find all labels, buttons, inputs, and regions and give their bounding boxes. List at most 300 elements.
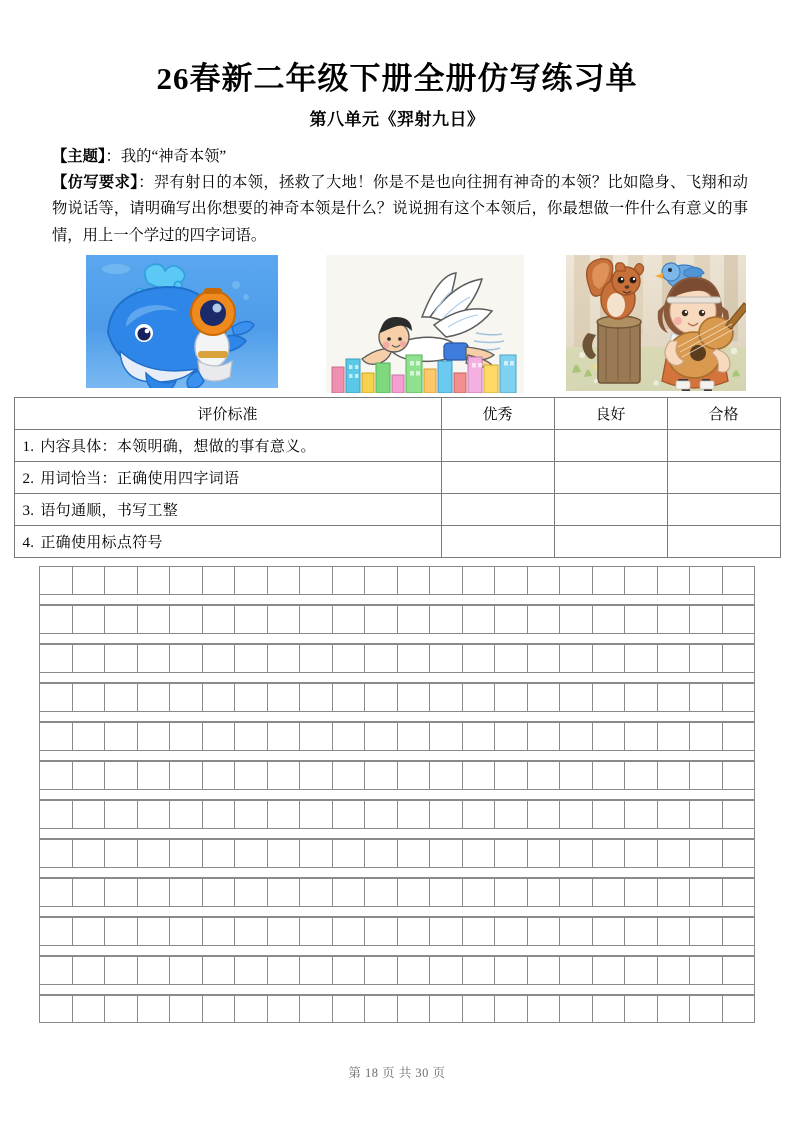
writing-grid-cell[interactable] xyxy=(463,840,496,867)
writing-grid-cell[interactable] xyxy=(170,957,203,984)
writing-grid-cell[interactable] xyxy=(235,918,268,945)
writing-grid-cell[interactable] xyxy=(300,840,333,867)
writing-grid-cell[interactable] xyxy=(268,762,301,789)
writing-grid-cell[interactable] xyxy=(105,606,138,633)
writing-grid-cell[interactable] xyxy=(723,996,755,1022)
writing-grid-cell[interactable] xyxy=(625,684,658,711)
writing-grid-cell[interactable] xyxy=(658,996,691,1022)
writing-grid-cell[interactable] xyxy=(398,684,431,711)
writing-grid-cell[interactable] xyxy=(138,723,171,750)
writing-grid-cell[interactable] xyxy=(625,606,658,633)
criterion-1-good-cell[interactable] xyxy=(554,429,667,461)
writing-grid-cell[interactable] xyxy=(333,801,366,828)
writing-grid-cell[interactable] xyxy=(593,957,626,984)
writing-grid-cell[interactable] xyxy=(658,762,691,789)
writing-grid-cell[interactable] xyxy=(560,684,593,711)
criterion-1 xyxy=(14,429,441,461)
writing-grid-cell[interactable] xyxy=(495,879,528,906)
writing-grid-cell[interactable] xyxy=(73,645,106,672)
writing-grid-cell[interactable] xyxy=(723,801,755,828)
writing-grid-cell[interactable] xyxy=(170,567,203,594)
writing-grid-cell[interactable] xyxy=(560,606,593,633)
writing-grid-cell[interactable] xyxy=(268,684,301,711)
writing-grid-cell[interactable] xyxy=(593,723,626,750)
writing-grid-cell[interactable] xyxy=(690,840,723,867)
criterion-3-good-cell[interactable] xyxy=(554,493,667,525)
writing-grid-cell[interactable] xyxy=(560,801,593,828)
writing-grid-cell[interactable] xyxy=(723,879,755,906)
writing-grid-cell[interactable] xyxy=(268,567,301,594)
writing-grid-cell[interactable] xyxy=(593,840,626,867)
writing-grid-cell[interactable] xyxy=(430,801,463,828)
writing-grid-cell[interactable] xyxy=(723,723,755,750)
writing-grid-cell[interactable] xyxy=(593,606,626,633)
writing-grid-cell[interactable] xyxy=(365,606,398,633)
writing-grid-cell[interactable] xyxy=(40,606,73,633)
writing-grid-row[interactable] xyxy=(39,722,755,750)
writing-grid-cell[interactable] xyxy=(235,606,268,633)
writing-grid-cell[interactable] xyxy=(333,684,366,711)
writing-grid-cell[interactable] xyxy=(560,918,593,945)
writing-grid-cell[interactable] xyxy=(658,684,691,711)
writing-grid-cell[interactable] xyxy=(300,606,333,633)
writing-grid-cell[interactable] xyxy=(625,918,658,945)
writing-grid-cell[interactable] xyxy=(138,567,171,594)
writing-grid-cell[interactable] xyxy=(333,918,366,945)
writing-grid-cell[interactable] xyxy=(560,723,593,750)
writing-grid-gap-row xyxy=(39,594,755,605)
writing-grid-cell[interactable] xyxy=(203,801,236,828)
writing-grid-cell[interactable] xyxy=(40,879,73,906)
writing-grid-row[interactable] xyxy=(39,878,755,906)
writing-grid-cell[interactable] xyxy=(658,801,691,828)
writing-grid-cell[interactable] xyxy=(235,996,268,1022)
writing-grid-cell[interactable] xyxy=(300,918,333,945)
criterion-4-good-cell[interactable] xyxy=(554,525,667,557)
writing-grid-cell[interactable] xyxy=(398,840,431,867)
criterion-4-text: 正确使用标点符号 xyxy=(40,534,163,551)
writing-grid-cell[interactable] xyxy=(73,723,106,750)
writing-grid-cell[interactable] xyxy=(495,645,528,672)
writing-grid-cell[interactable] xyxy=(333,762,366,789)
writing-grid-cell[interactable] xyxy=(73,606,106,633)
writing-grid-cell[interactable] xyxy=(690,723,723,750)
writing-grid-cell[interactable] xyxy=(40,840,73,867)
writing-grid-cell[interactable] xyxy=(723,606,755,633)
writing-grid-cell[interactable] xyxy=(300,645,333,672)
writing-grid-cell[interactable] xyxy=(268,645,301,672)
writing-grid-cell[interactable] xyxy=(203,762,236,789)
writing-grid-cell[interactable] xyxy=(203,879,236,906)
writing-grid-cell[interactable] xyxy=(658,840,691,867)
writing-grid-cell[interactable] xyxy=(560,567,593,594)
writing-grid-cell[interactable] xyxy=(690,684,723,711)
writing-grid-cell[interactable] xyxy=(593,762,626,789)
writing-grid-cell[interactable] xyxy=(625,645,658,672)
writing-grid-row[interactable] xyxy=(39,800,755,828)
writing-grid-cell[interactable] xyxy=(170,606,203,633)
writing-grid-cell[interactable] xyxy=(203,567,236,594)
writing-grid-cell[interactable] xyxy=(625,723,658,750)
writing-grid-cell[interactable] xyxy=(333,996,366,1022)
writing-grid-cell[interactable] xyxy=(333,567,366,594)
writing-grid-cell[interactable] xyxy=(365,645,398,672)
writing-grid-cell[interactable] xyxy=(365,957,398,984)
writing-grid-cell[interactable] xyxy=(528,567,561,594)
writing-grid-cell[interactable] xyxy=(40,645,73,672)
writing-grid-cell[interactable] xyxy=(398,879,431,906)
writing-grid-cell[interactable] xyxy=(268,957,301,984)
writing-grid-cell[interactable] xyxy=(398,645,431,672)
writing-grid-cell[interactable] xyxy=(560,840,593,867)
writing-grid-row[interactable] xyxy=(39,566,755,594)
theme-line xyxy=(52,144,748,170)
writing-grid-cell[interactable] xyxy=(138,606,171,633)
writing-grid-cell[interactable] xyxy=(528,957,561,984)
writing-grid-cell[interactable] xyxy=(138,879,171,906)
writing-grid-cell[interactable] xyxy=(690,645,723,672)
writing-grid-cell[interactable] xyxy=(73,996,106,1022)
writing-grid-cell[interactable] xyxy=(105,723,138,750)
writing-grid-cell[interactable] xyxy=(463,606,496,633)
writing-grid-cell[interactable] xyxy=(170,879,203,906)
writing-grid-cell[interactable] xyxy=(495,606,528,633)
writing-grid-cell[interactable] xyxy=(430,918,463,945)
writing-grid-cell[interactable] xyxy=(300,762,333,789)
writing-grid-cell[interactable] xyxy=(138,684,171,711)
writing-grid-cell[interactable] xyxy=(560,879,593,906)
writing-grid-cell[interactable] xyxy=(398,606,431,633)
writing-grid-cell[interactable] xyxy=(398,918,431,945)
writing-grid-cell[interactable] xyxy=(40,918,73,945)
writing-grid-cell[interactable] xyxy=(235,723,268,750)
writing-grid-cell[interactable] xyxy=(430,645,463,672)
writing-grid-cell[interactable] xyxy=(560,762,593,789)
writing-grid-cell[interactable] xyxy=(430,567,463,594)
writing-grid-cell[interactable] xyxy=(365,918,398,945)
writing-grid-cell[interactable] xyxy=(138,840,171,867)
criterion-1-pass-cell[interactable] xyxy=(667,429,780,461)
writing-grid-cell[interactable] xyxy=(495,918,528,945)
writing-grid-cell[interactable] xyxy=(398,996,431,1022)
writing-grid-cell[interactable] xyxy=(333,606,366,633)
writing-grid-cell[interactable] xyxy=(495,840,528,867)
criterion-4-excellent-cell[interactable] xyxy=(441,525,554,557)
writing-grid-cell[interactable] xyxy=(723,684,755,711)
writing-grid-cell[interactable] xyxy=(495,801,528,828)
writing-grid-cell[interactable] xyxy=(73,684,106,711)
writing-grid-cell[interactable] xyxy=(560,957,593,984)
writing-grid-cell[interactable] xyxy=(105,684,138,711)
writing-grid-cell[interactable] xyxy=(105,996,138,1022)
writing-grid-cell[interactable] xyxy=(528,996,561,1022)
writing-grid-cell[interactable] xyxy=(723,840,755,867)
requirement-line xyxy=(52,170,748,249)
writing-grid-cell[interactable] xyxy=(40,957,73,984)
writing-grid-cell[interactable] xyxy=(398,957,431,984)
writing-grid-cell[interactable] xyxy=(105,567,138,594)
writing-grid-cell[interactable] xyxy=(625,567,658,594)
writing-grid-cell[interactable] xyxy=(495,996,528,1022)
writing-grid-cell[interactable] xyxy=(73,879,106,906)
writing-grid-cell[interactable] xyxy=(593,645,626,672)
writing-grid-cell[interactable] xyxy=(463,879,496,906)
writing-grid-cell[interactable] xyxy=(658,645,691,672)
writing-grid-cell[interactable] xyxy=(430,957,463,984)
writing-grid-row[interactable] xyxy=(39,605,755,633)
writing-grid-cell[interactable] xyxy=(430,684,463,711)
criterion-1-excellent-cell[interactable] xyxy=(441,429,554,461)
writing-grid-cell[interactable] xyxy=(528,684,561,711)
writing-grid-cell[interactable] xyxy=(105,840,138,867)
writing-grid-cell[interactable] xyxy=(235,762,268,789)
writing-grid-cell[interactable] xyxy=(463,567,496,594)
writing-grid-cell[interactable] xyxy=(528,879,561,906)
writing-grid-cell[interactable] xyxy=(495,723,528,750)
writing-grid-cell[interactable] xyxy=(40,567,73,594)
writing-grid-cell[interactable] xyxy=(333,723,366,750)
writing-grid-cell[interactable] xyxy=(73,801,106,828)
writing-grid-cell[interactable] xyxy=(365,567,398,594)
writing-grid-cell[interactable] xyxy=(203,957,236,984)
writing-grid-cell[interactable] xyxy=(463,801,496,828)
writing-grid-cell[interactable] xyxy=(138,801,171,828)
writing-grid-cell[interactable] xyxy=(495,957,528,984)
writing-grid-cell[interactable] xyxy=(170,996,203,1022)
writing-grid-cell[interactable] xyxy=(463,957,496,984)
writing-grid-cell[interactable] xyxy=(463,684,496,711)
writing-grid-cell[interactable] xyxy=(593,684,626,711)
writing-grid-cell[interactable] xyxy=(235,684,268,711)
writing-grid-cell[interactable] xyxy=(593,996,626,1022)
writing-grid-cell[interactable] xyxy=(40,762,73,789)
writing-grid-cell[interactable] xyxy=(690,918,723,945)
writing-grid-cell[interactable] xyxy=(593,918,626,945)
writing-grid-cell[interactable] xyxy=(300,879,333,906)
writing-grid-cell[interactable] xyxy=(723,567,755,594)
writing-grid-cell[interactable] xyxy=(203,918,236,945)
criterion-4-pass-cell[interactable] xyxy=(667,525,780,557)
writing-grid-cell[interactable] xyxy=(268,918,301,945)
writing-grid-cell[interactable] xyxy=(105,762,138,789)
writing-grid-cell[interactable] xyxy=(235,840,268,867)
writing-grid-cell[interactable] xyxy=(203,606,236,633)
writing-grid-cell[interactable] xyxy=(430,996,463,1022)
writing-grid-cell[interactable] xyxy=(398,801,431,828)
writing-grid-cell[interactable] xyxy=(430,723,463,750)
writing-grid-cell[interactable] xyxy=(625,996,658,1022)
writing-grid-cell[interactable] xyxy=(593,801,626,828)
writing-grid-cell[interactable] xyxy=(170,762,203,789)
writing-grid-cell[interactable] xyxy=(365,801,398,828)
writing-grid-cell[interactable] xyxy=(235,801,268,828)
criterion-2-pass-cell[interactable] xyxy=(667,461,780,493)
writing-grid-cell[interactable] xyxy=(138,957,171,984)
writing-grid-cell[interactable] xyxy=(560,645,593,672)
writing-grid-cell[interactable] xyxy=(625,762,658,789)
criterion-3-excellent-cell[interactable] xyxy=(441,493,554,525)
writing-grid-cell[interactable] xyxy=(333,957,366,984)
writing-grid-cell[interactable] xyxy=(625,879,658,906)
writing-grid-cell[interactable] xyxy=(365,762,398,789)
writing-grid-cell[interactable] xyxy=(723,918,755,945)
writing-grid-cell[interactable] xyxy=(300,567,333,594)
writing-grid-cell[interactable] xyxy=(723,762,755,789)
writing-grid-cell[interactable] xyxy=(105,879,138,906)
writing-grid-cell[interactable] xyxy=(138,762,171,789)
writing-grid-cell[interactable] xyxy=(300,684,333,711)
writing-grid-cell[interactable] xyxy=(73,957,106,984)
writing-grid-cell[interactable] xyxy=(528,762,561,789)
writing-grid-cell[interactable] xyxy=(430,840,463,867)
writing-grid-cell[interactable] xyxy=(690,762,723,789)
writing-grid-cell[interactable] xyxy=(365,723,398,750)
writing-grid-cell[interactable] xyxy=(170,801,203,828)
writing-grid-cell[interactable] xyxy=(690,879,723,906)
criterion-3-pass-cell[interactable] xyxy=(667,493,780,525)
criterion-2-excellent-cell[interactable] xyxy=(441,461,554,493)
writing-grid-row[interactable] xyxy=(39,956,755,984)
writing-grid-cell[interactable] xyxy=(593,879,626,906)
writing-grid-cell[interactable] xyxy=(268,723,301,750)
writing-grid-cell[interactable] xyxy=(300,996,333,1022)
writing-grid-cell[interactable] xyxy=(40,723,73,750)
writing-grid-cell[interactable] xyxy=(235,879,268,906)
writing-grid-cell[interactable] xyxy=(430,762,463,789)
writing-grid-cell[interactable] xyxy=(690,957,723,984)
writing-grid-cell[interactable] xyxy=(625,957,658,984)
writing-grid-cell[interactable] xyxy=(203,684,236,711)
writing-grid-cell[interactable] xyxy=(658,957,691,984)
writing-grid-cell[interactable] xyxy=(398,762,431,789)
writing-grid-cell[interactable] xyxy=(398,567,431,594)
writing-grid-cell[interactable] xyxy=(690,567,723,594)
writing-grid-cell[interactable] xyxy=(528,645,561,672)
writing-grid-cell[interactable] xyxy=(170,684,203,711)
writing-grid-cell[interactable] xyxy=(690,801,723,828)
writing-grid-cell[interactable] xyxy=(170,645,203,672)
writing-grid-cell[interactable] xyxy=(105,957,138,984)
writing-grid-cell[interactable] xyxy=(40,684,73,711)
writing-grid-cell[interactable] xyxy=(170,840,203,867)
writing-grid-cell[interactable] xyxy=(105,918,138,945)
writing-grid-cell[interactable] xyxy=(365,684,398,711)
writing-grid[interactable] xyxy=(39,566,755,1023)
writing-grid-cell[interactable] xyxy=(625,840,658,867)
writing-grid-cell[interactable] xyxy=(463,762,496,789)
requirement-separator: ： xyxy=(138,174,154,192)
criterion-3 xyxy=(14,493,441,525)
writing-grid-cell[interactable] xyxy=(138,996,171,1022)
writing-grid-cell[interactable] xyxy=(528,840,561,867)
writing-grid-cell[interactable] xyxy=(73,567,106,594)
writing-grid-cell[interactable] xyxy=(268,996,301,1022)
writing-grid-cell[interactable] xyxy=(658,567,691,594)
writing-grid-cell[interactable] xyxy=(723,645,755,672)
writing-grid-cell[interactable] xyxy=(398,723,431,750)
writing-grid-cell[interactable] xyxy=(495,762,528,789)
writing-grid-cell[interactable] xyxy=(40,996,73,1022)
writing-grid-row[interactable] xyxy=(39,644,755,672)
writing-grid-cell[interactable] xyxy=(73,918,106,945)
writing-grid-gap-row xyxy=(39,945,755,956)
writing-grid-cell[interactable] xyxy=(300,957,333,984)
writing-grid-cell[interactable] xyxy=(723,957,755,984)
writing-grid-cell[interactable] xyxy=(365,840,398,867)
writing-grid-gap-row xyxy=(39,984,755,995)
writing-grid-cell[interactable] xyxy=(658,879,691,906)
writing-grid-cell[interactable] xyxy=(690,996,723,1022)
writing-grid-cell[interactable] xyxy=(170,918,203,945)
writing-grid-row[interactable] xyxy=(39,995,755,1023)
writing-grid-cell[interactable] xyxy=(658,723,691,750)
writing-grid-cell[interactable] xyxy=(268,879,301,906)
writing-grid-cell[interactable] xyxy=(528,723,561,750)
writing-grid-row[interactable] xyxy=(39,683,755,711)
writing-grid-cell[interactable] xyxy=(203,996,236,1022)
writing-grid-cell[interactable] xyxy=(268,840,301,867)
writing-grid-cell[interactable] xyxy=(463,645,496,672)
writing-grid-cell[interactable] xyxy=(235,567,268,594)
writing-grid-cell[interactable] xyxy=(495,684,528,711)
writing-grid-cell[interactable] xyxy=(105,801,138,828)
writing-grid-cell[interactable] xyxy=(658,606,691,633)
writing-grid-cell[interactable] xyxy=(203,645,236,672)
writing-grid-cell[interactable] xyxy=(528,918,561,945)
writing-grid-row[interactable] xyxy=(39,839,755,867)
writing-grid-cell[interactable] xyxy=(365,996,398,1022)
writing-grid-cell[interactable] xyxy=(268,606,301,633)
writing-grid-cell[interactable] xyxy=(268,801,301,828)
writing-grid-cell[interactable] xyxy=(235,645,268,672)
writing-grid-cell[interactable] xyxy=(170,723,203,750)
writing-grid-cell[interactable] xyxy=(203,723,236,750)
writing-grid-cell[interactable] xyxy=(593,567,626,594)
writing-grid-cell[interactable] xyxy=(430,606,463,633)
writing-grid-cell[interactable] xyxy=(105,645,138,672)
writing-grid-cell[interactable] xyxy=(463,723,496,750)
writing-grid-cell[interactable] xyxy=(690,606,723,633)
writing-grid-cell[interactable] xyxy=(528,606,561,633)
writing-grid-cell[interactable] xyxy=(463,996,496,1022)
writing-grid-cell[interactable] xyxy=(333,645,366,672)
writing-grid-cell[interactable] xyxy=(495,567,528,594)
writing-grid-cell[interactable] xyxy=(235,957,268,984)
writing-grid-cell[interactable] xyxy=(203,840,236,867)
writing-grid-cell[interactable] xyxy=(430,879,463,906)
writing-grid-cell[interactable] xyxy=(73,840,106,867)
writing-grid-cell[interactable] xyxy=(138,918,171,945)
criterion-3-text: 语句通顺，书写工整 xyxy=(40,502,179,519)
writing-grid-cell[interactable] xyxy=(658,918,691,945)
writing-grid-cell[interactable] xyxy=(528,801,561,828)
writing-grid-cell[interactable] xyxy=(560,996,593,1022)
writing-grid-row[interactable] xyxy=(39,917,755,945)
writing-grid-cell[interactable] xyxy=(300,723,333,750)
writing-grid-cell[interactable] xyxy=(73,762,106,789)
writing-grid-cell[interactable] xyxy=(625,801,658,828)
writing-grid-row[interactable] xyxy=(39,761,755,789)
writing-grid-cell[interactable] xyxy=(333,879,366,906)
table-row xyxy=(14,429,780,461)
writing-grid-cell[interactable] xyxy=(40,801,73,828)
writing-grid-cell[interactable] xyxy=(138,645,171,672)
writing-grid-cell[interactable] xyxy=(300,801,333,828)
writing-grid-cell[interactable] xyxy=(463,918,496,945)
writing-grid-cell[interactable] xyxy=(365,879,398,906)
criterion-2-good-cell[interactable] xyxy=(554,461,667,493)
writing-grid-cell[interactable] xyxy=(333,840,366,867)
